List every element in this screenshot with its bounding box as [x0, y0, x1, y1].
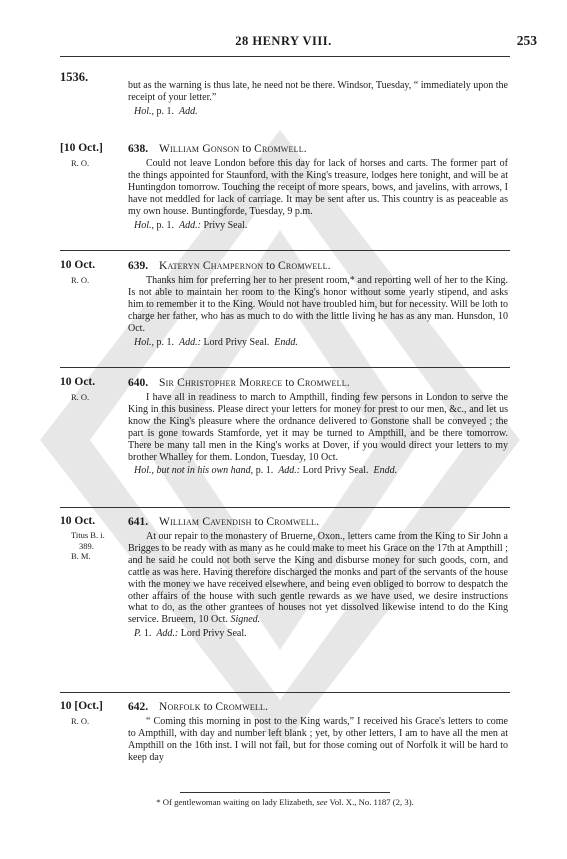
entry-date: 10 Oct. — [60, 376, 96, 388]
entry-heading — [128, 376, 508, 392]
entry-from: William Cavendish — [159, 516, 252, 528]
entry-date: [10 Oct.] — [60, 142, 103, 154]
page-number: 253 — [516, 33, 537, 48]
add-label: Add. — [179, 105, 198, 117]
entry-divider — [60, 692, 510, 693]
page-label: P. — [134, 628, 142, 640]
add-label: Add.: — [179, 336, 201, 348]
addressee: Lord Privy Seal. — [203, 336, 270, 348]
header-rule — [60, 56, 510, 57]
entry-text: Thanks him for preferring her to her present room,* and reporting well of her to the King. Is not able to maintain her room to the King's honor without some yearly stipend, and asks him to remember it to the King. Would not have troubled him, but for necessity. Will be loth to charge her father, who has as much to do with the little living he has as any man. Hunsdon, 10 Oct. — [128, 275, 508, 334]
entry-to: Cromwell. — [215, 701, 269, 713]
endd-label: Endd. — [274, 336, 298, 348]
entry-text-main: At our repair to the monastery of Bruerne, Oxon., letters came from the King to Sir John a Brigges to be ready with as many as he could make to meet his Grace on the 17th at Ampthill ; and he said he could not both serve the King and disburse money for such goods, corn, and cattle as was here. Having therefore discharged the monks and part of the servants of the house with the money we have received elsewhere, and being even obliged to borrow to despatch the other affairs of the house with such gentle rewards as we have used, we desire instructions what to do, as the other grantees of houses not yet dissolved likewise intend to do the King service. Brueern, 10 Oct. — [128, 531, 508, 626]
addressee: Lord Privy Seal. — [180, 628, 247, 640]
margin-year: 1536. — [60, 70, 89, 84]
note-pages: p. 1. — [156, 105, 174, 117]
entry-to-word: to — [203, 701, 213, 713]
entry-divider — [60, 367, 510, 368]
entry-divider — [60, 250, 510, 251]
source-ref — [71, 530, 131, 562]
footnote-see: see — [316, 797, 328, 807]
entry-to: Cromwell. — [254, 143, 307, 155]
entry-from: William Gonson — [159, 143, 240, 155]
continued-note — [128, 106, 508, 118]
entry-to: Cromwell. — [266, 516, 320, 528]
source-line: Titus B. i. — [71, 530, 105, 540]
footnote-rule — [180, 792, 390, 793]
entry-note — [128, 337, 508, 349]
hol-label: Hol., — [134, 336, 154, 348]
entry-to-word: to — [254, 516, 264, 528]
entry-to-word: to — [266, 260, 276, 272]
add-label: Add.: — [156, 628, 179, 640]
source-ref: R. O. — [71, 158, 90, 168]
entry-heading — [128, 142, 508, 158]
source-ref: R. O. — [71, 392, 90, 402]
entry-date: 10 Oct. — [60, 259, 96, 271]
note-pages: 1. — [143, 628, 152, 640]
entry-from: Kateryn Champernon — [159, 260, 264, 272]
note-pages: p. 1. — [156, 336, 174, 348]
entry-text: “ Coming this morning in post to the King wards,” I received his Grace's letters to come to Ampthill, with day and number left blank ; yet, by other letters, I am to have all the men at Ampthill on the 16th inst. I will not fail, but for those coming out of Norfolk it will be hard to keep day — [128, 716, 508, 763]
signed-label: Signed. — [230, 614, 261, 626]
hol-label: Hol., but not in his own hand, — [134, 465, 254, 477]
entry-number: 638. — [128, 143, 149, 155]
entry-text — [128, 531, 508, 626]
entry-number: 639. — [128, 260, 149, 272]
add-label: Add.: — [278, 465, 301, 477]
entry-number: 640. — [128, 377, 149, 389]
endd-label: Endd. — [373, 465, 398, 477]
footnote-text: * Of gentlewoman waiting on lady Elizabeth, — [156, 797, 315, 807]
running-header — [0, 34, 567, 50]
source-ref: R. O. — [71, 275, 90, 285]
running-title: 28 HENRY VIII. — [235, 34, 332, 48]
entry-to-word: to — [285, 377, 295, 389]
entry-heading — [128, 259, 508, 275]
note-pages: p. 1. — [255, 465, 274, 477]
entry-to: Cromwell. — [297, 377, 350, 389]
entry-text: I have all in readiness to march to Ampthill, finding few persons in London to serve the King in this business. Please direct your letters for money for prest to our men, &c., and let us know the King's pleasure where the ordnance delivered to Gonstone shall be conveyed ; the part is gone towards Stamforde, yet it may be turned to Ampthill, and be there tomorrow. There be many tall men in the King's works at Dover, if you would direct your letters to my brother Whalley for them. London, Tuesday, 10 Oct. — [128, 392, 508, 463]
entry-date: 10 [Oct.] — [60, 700, 103, 712]
footnote — [60, 797, 510, 807]
note-pages: p. 1. — [156, 219, 174, 231]
entry-number: 642. — [128, 701, 149, 713]
entry-note — [128, 220, 508, 232]
continued-entry — [128, 80, 508, 118]
entry-text: Could not leave London before this day for lack of horses and carts. The former part of the things appointed for Staunford, with the King's treasure, lodges here tonight, and will be at Huntingdon tomorrow. Touching the receipt of more spears, bows, and javelins, with arrows, I have not meddled for lack of carriage. It may be sent after us. This country is as peaceable as my own house. Buntingforde, Tuesday, 9 p.m. — [128, 158, 508, 217]
entry-number: 641. — [128, 516, 149, 528]
entry-heading — [128, 515, 508, 531]
add-label: Add.: — [179, 219, 201, 231]
entry-heading — [128, 700, 508, 716]
addressee: Lord Privy Seal. — [302, 465, 369, 477]
entry-from: Norfolk — [159, 701, 201, 713]
entry-date: 10 Oct. — [60, 515, 96, 527]
addressee: Privy Seal. — [203, 219, 248, 231]
footnote-ref: Vol. X., No. 1187 (2, 3). — [329, 797, 414, 807]
entry-divider — [60, 507, 510, 508]
entry-to-word: to — [242, 143, 252, 155]
hol-label: Hol., — [134, 219, 154, 231]
entry-note — [128, 628, 508, 640]
continued-text: but as the warning is thus late, he need not be there. Windsor, Tuesday, “ immediately upon the receipt of your letter.” — [128, 80, 508, 103]
source-ref: R. O. — [71, 716, 90, 726]
source-line: 389. — [79, 540, 94, 551]
entry-from: Sir Christopher Morrece — [159, 377, 283, 389]
hol-label: Hol., — [134, 105, 154, 117]
entry-note — [128, 465, 508, 477]
source-line: B. M. — [71, 551, 91, 561]
entry-to: Cromwell. — [277, 260, 331, 272]
